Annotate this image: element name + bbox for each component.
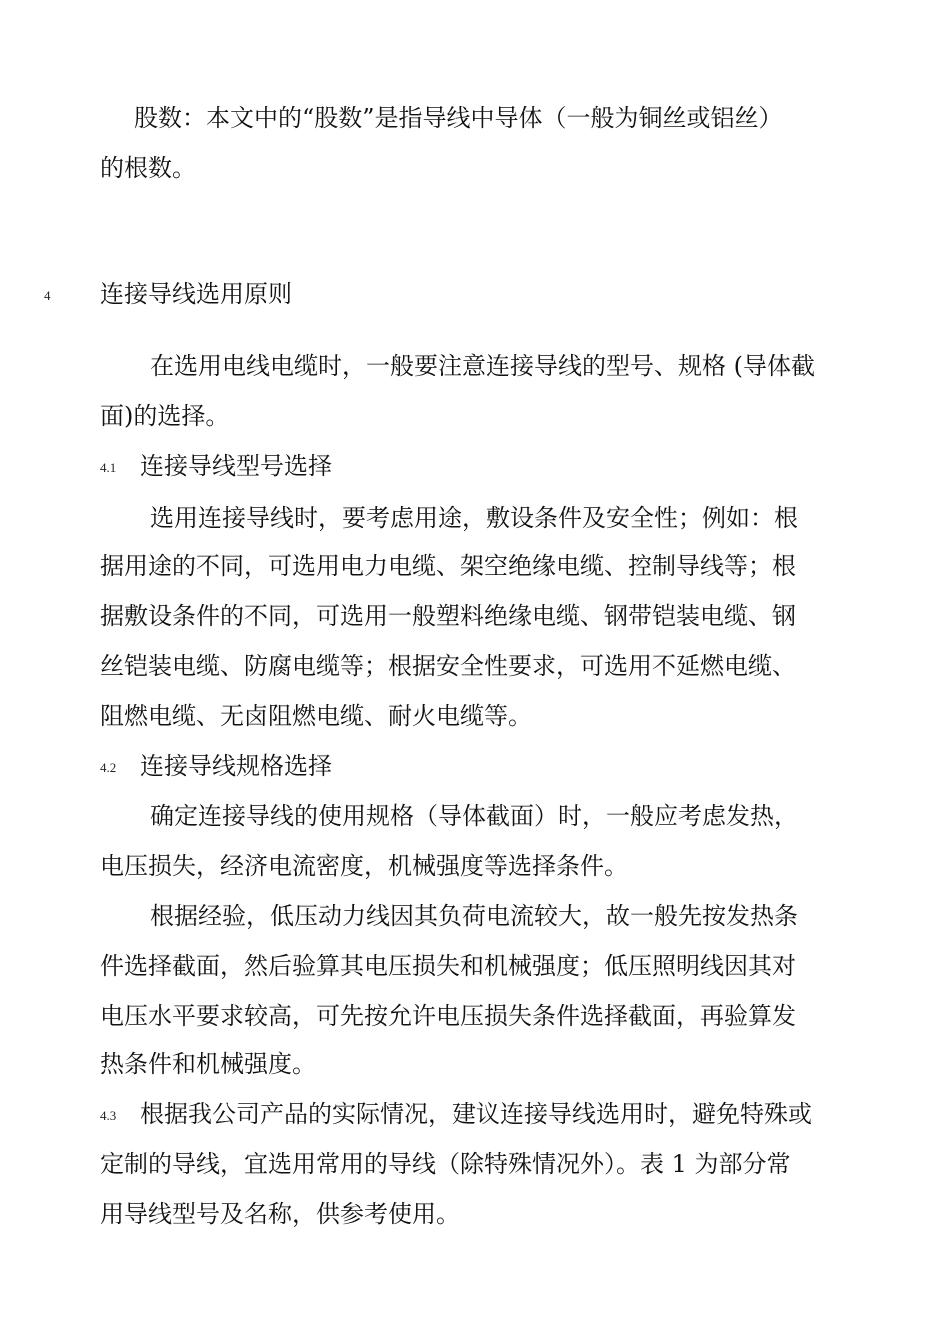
section-4-3-line: 根据我公司产品的实际情况，建议连接导线选用时，避免特殊或 bbox=[140, 1100, 812, 1128]
section-4-title: 连接导线选用原则 bbox=[100, 280, 292, 308]
section-4-1-line: 据敷设条件的不同，可选用一般塑料绝缘电缆、钢带铠装电缆、钢 bbox=[100, 602, 796, 630]
section-4-1-line: 阻燃电缆、无卤阻燃电缆、耐火电缆等。 bbox=[100, 702, 532, 730]
section-4-1-line: 选用连接导线时，要考虑用途，敷设条件及安全性；例如：根 bbox=[150, 504, 798, 532]
section-4-2-para2-line: 电压水平要求较高，可先按允许电压损失条件选择截面，再验算发 bbox=[100, 1002, 796, 1030]
section-4-1-number: 4.1 bbox=[100, 460, 117, 475]
section-4-2-title: 连接导线规格选择 bbox=[140, 752, 332, 780]
section-4-2-para1-line: 确定连接导线的使用规格（导体截面）时，一般应考虑发热， bbox=[150, 802, 798, 830]
section-4-3-number: 4.3 bbox=[100, 1108, 117, 1123]
section-4-1-title: 连接导线型号选择 bbox=[140, 452, 332, 480]
definition-line-1: 股数：本文中的“股数”是指导线中导体（一般为铜丝或铝丝） bbox=[134, 104, 783, 132]
section-4-number: 4 bbox=[44, 288, 51, 303]
section-4-2-para2-line: 热条件和机械强度。 bbox=[100, 1050, 316, 1078]
definition-line-2: 的根数。 bbox=[100, 154, 196, 182]
section-4-1-line: 丝铠装电缆、防腐电缆等；根据安全性要求，可选用不延燃电缆、 bbox=[100, 652, 796, 680]
section-4-1-line: 据用途的不同，可选用电力电缆、架空绝缘电缆、控制导线等；根 bbox=[100, 552, 796, 580]
section-4-2-para1-line: 电压损失，经济电流密度，机械强度等选择条件。 bbox=[100, 852, 628, 880]
section-4-3-line: 定制的导线，宜选用常用的导线（除特殊情况外）。表 1 为部分常 bbox=[100, 1150, 791, 1178]
section-4-3-line: 用导线型号及名称，供参考使用。 bbox=[100, 1200, 460, 1228]
section-4-intro-line-1: 在选用电线电缆时，一般要注意连接导线的型号、规格 (导体截 bbox=[150, 352, 815, 380]
section-4-2-number: 4.2 bbox=[100, 760, 117, 775]
section-4-2-para2-line: 件选择截面，然后验算其电压损失和机械强度；低压照明线因其对 bbox=[100, 952, 796, 980]
section-4-intro-line-2: 面)的选择。 bbox=[100, 402, 230, 430]
section-4-2-para2-line: 根据经验，低压动力线因其负荷电流较大，故一般先按发热条 bbox=[150, 902, 798, 930]
